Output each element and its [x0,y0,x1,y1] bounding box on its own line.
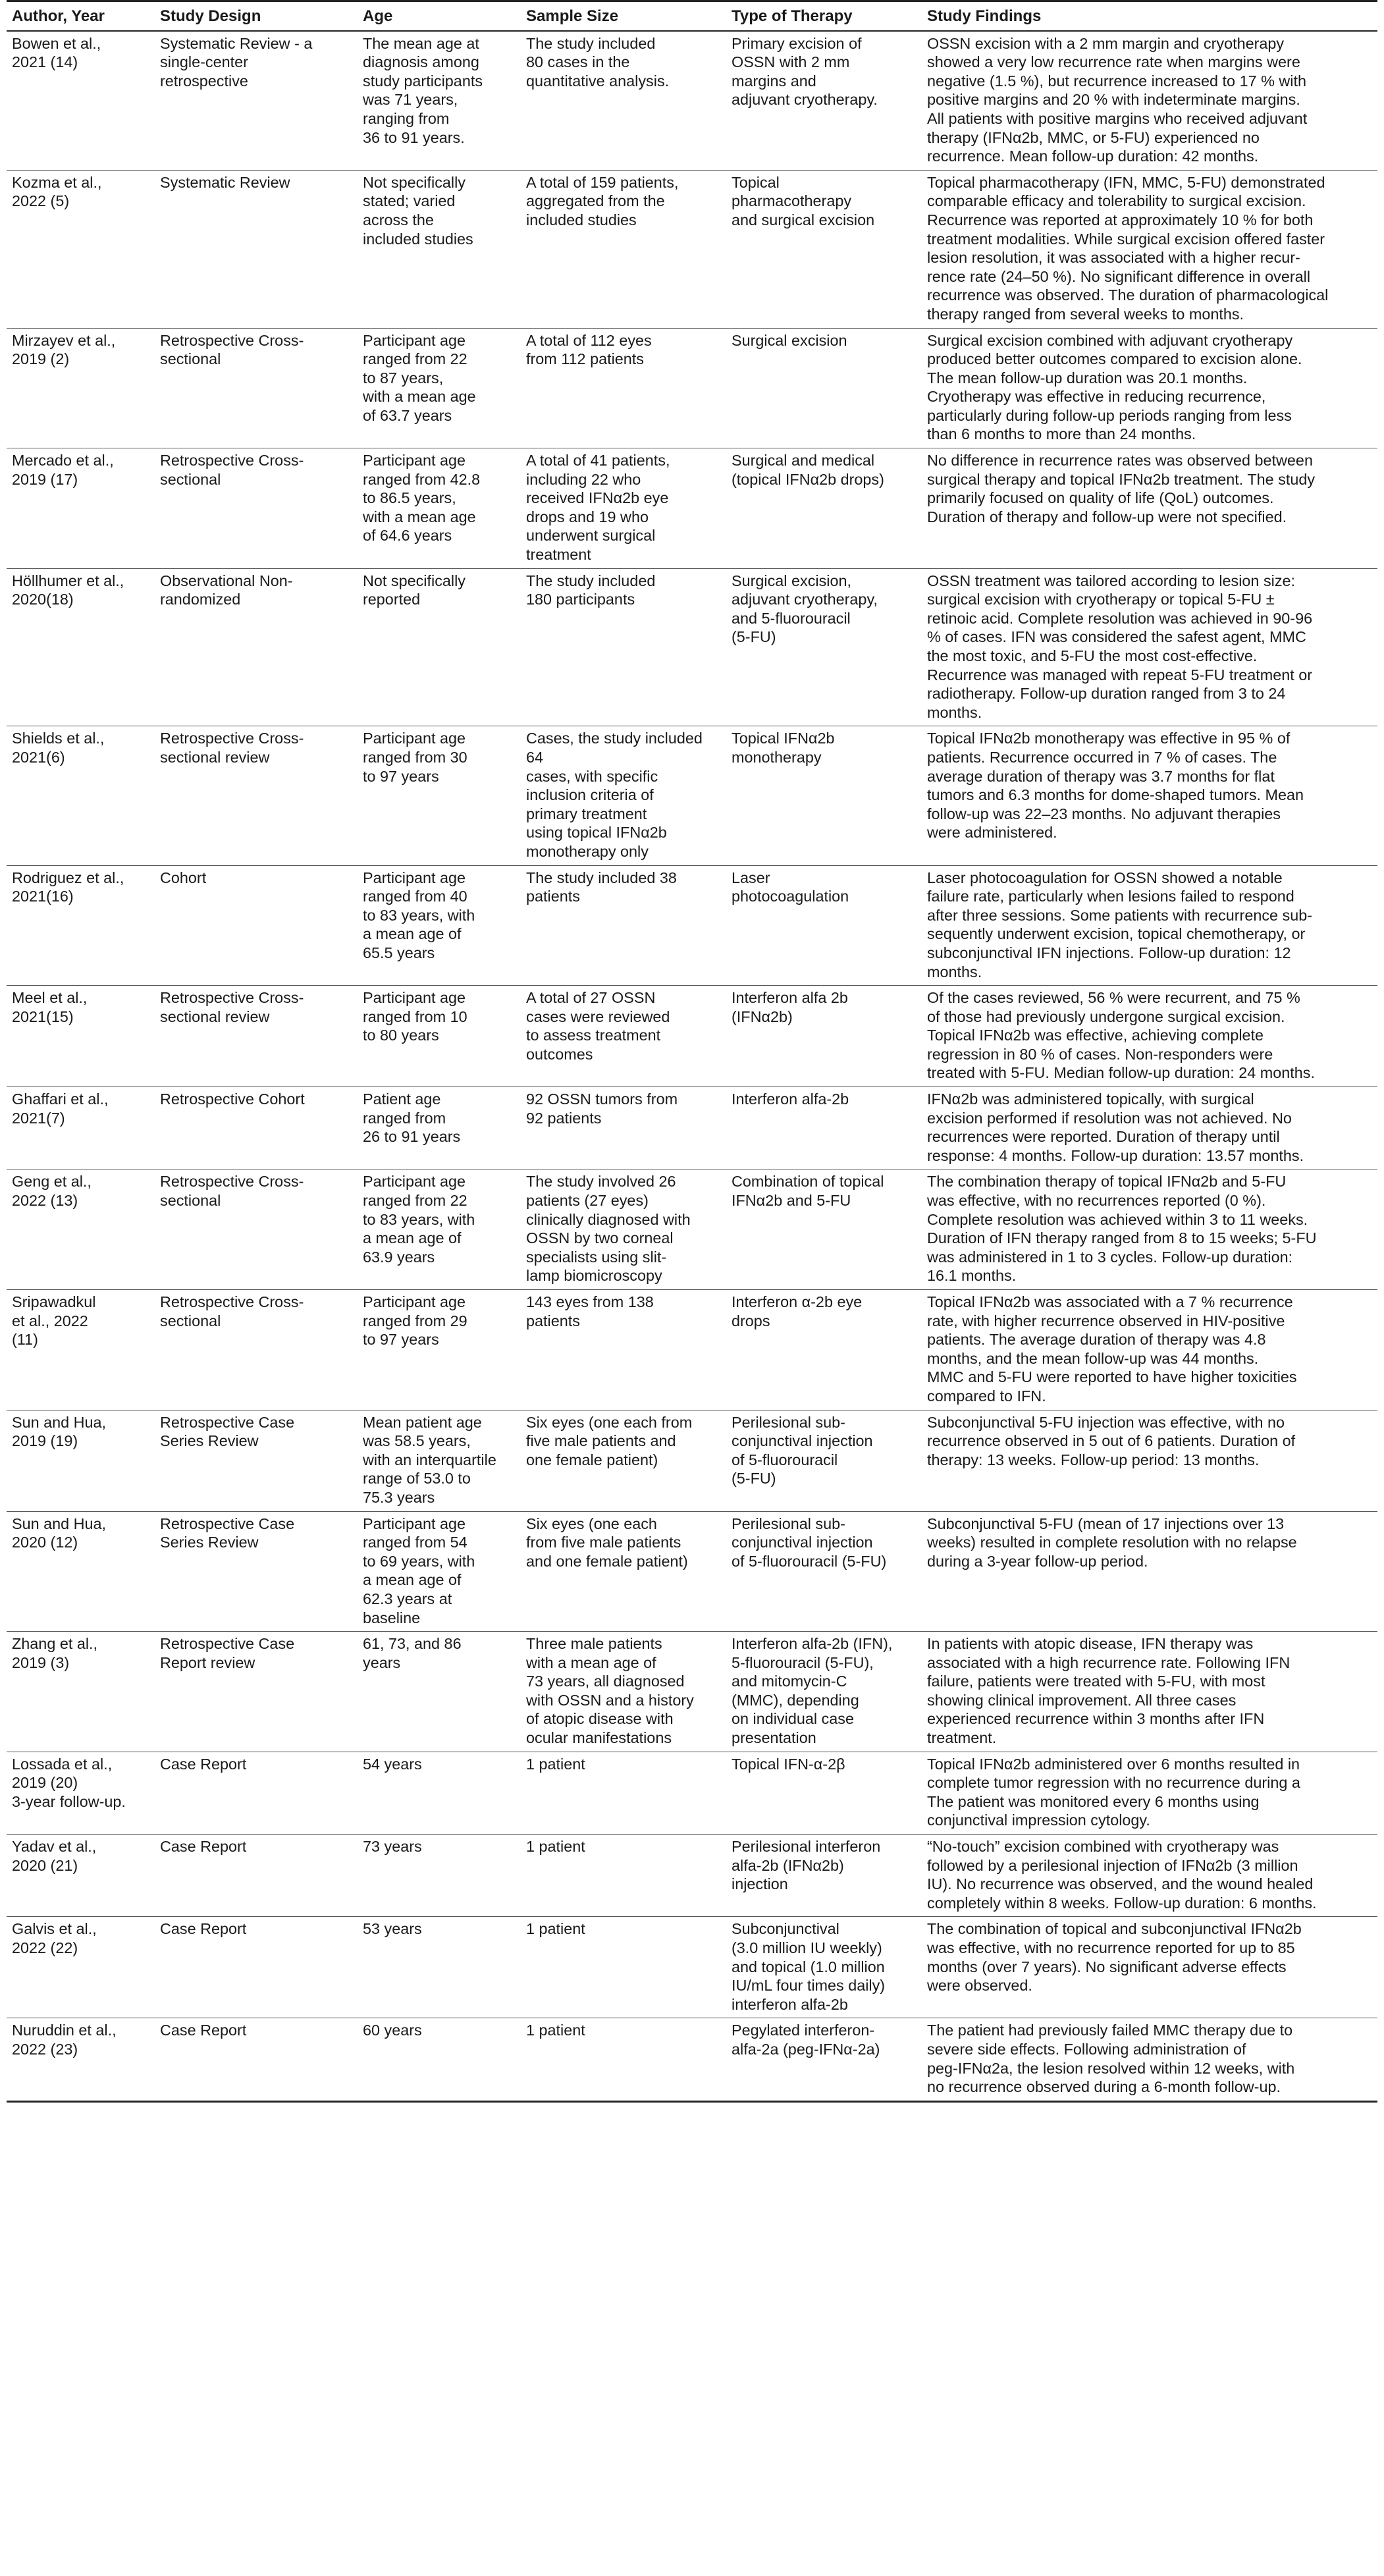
age-cell: Mean patient age was 58.5 years, with an interquartile range of 53.0 to 75.3 years [363,1413,496,1506]
study-design-cell: Systematic Review - a single-center retrospective [160,34,313,90]
author-year-cell: Lossada et al., 2019 (20) 3-year follow-up. [12,1755,126,1810]
table-row [7,1290,1377,1410]
author-year-cell: Sun and Hua, 2019 (19) [12,1413,107,1450]
therapy-cell: Primary excision of OSSN with 2 mm margins and adjuvant cryotherapy. [732,34,878,109]
findings-cell: Topical IFNα2b administered over 6 months resulted in complete tumor regression with no recurrence during a The patient was monitored every 6 months using conjunctival impression cytology. [927,1755,1300,1829]
study-design-cell: Retrospective Case Series Review [160,1515,295,1551]
author-year-cell: Sun and Hua, 2020 (12) [12,1515,107,1551]
table-row [7,1410,1377,1511]
sample-size-cell: Cases, the study included 64 cases, with specific inclusion criteria of primary treatment using topical IFNα2b monotherapy only [526,730,703,860]
author-year-cell: Höllhumer et al., 2020(18) [12,572,124,608]
study-design-cell: Retrospective Cross- sectional [160,1293,304,1329]
table-row [7,170,1377,328]
table-row [7,568,1377,726]
author-year-cell: Rodriguez et al., 2021(16) [12,869,124,905]
age-cell: Participant age ranged from 29 to 97 years [363,1293,467,1349]
age-cell: Participant age ranged from 22 to 83 years, with a mean age of 63.9 years [363,1173,475,1266]
age-cell: Participant age ranged from 42.8 to 86.5 years, with a mean age of 64.6 years [363,452,481,545]
author-year-cell: Sripawadkul et al., 2022 (11) [12,1293,96,1349]
header-author-year: Author, Year [12,7,105,25]
author-year-cell: Nuruddin et al., 2022 (23) [12,2022,117,2058]
therapy-cell: Topical pharmacotherapy and surgical excision [732,173,875,228]
findings-cell: No difference in recurrence rates was observed between surgical therapy and topical IFNα2b treatment. The study primarily focused on quality of life (QoL) outcomes. Duration of therapy and follow-up were not specified. [927,452,1316,525]
author-year-cell: Zhang et al., 2019 (3) [12,1635,98,1671]
findings-cell: In patients with atopic disease, IFN therapy was associated with a high recurrence rate. Following IFN failure, patients were treated with 5-FU, with most showing clinical improvement. All three cases experienced recurrence within 3 months after IFN treatment. [927,1635,1291,1747]
age-cell: The mean age at diagnosis among study participants was 71 years, ranging from 36 to 91 years. [363,34,483,146]
table-body [7,31,1377,2102]
header-study-design: Study Design [160,7,261,25]
sample-size-cell: 143 eyes from 138 patients [526,1293,654,1329]
study-design-cell: Observational Non- randomized [160,572,293,608]
sample-size-cell: 1 patient [526,2022,585,2039]
table-row [7,328,1377,448]
sample-size-cell: The study included 180 participants [526,572,656,608]
author-year-cell: Mercado et al., 2019 (17) [12,452,114,488]
sample-size-cell: A total of 27 OSSN cases were reviewed to assess treatment outcomes [526,989,670,1063]
table-row [7,1511,1377,1632]
age-cell: Not specifically reported [363,572,466,608]
therapy-cell: Interferon alfa-2b [732,1090,849,1108]
therapy-cell: Pegylated interferon- alfa-2a (peg-IFNα-2a) [732,2022,880,2058]
author-year-cell: Shields et al., 2021(6) [12,730,105,766]
author-year-cell: Yadav et al., 2020 (21) [12,1838,97,1874]
author-year-cell: Mirzayev et al., 2019 (2) [12,331,116,368]
table-row [7,448,1377,569]
findings-cell: Laser photocoagulation for OSSN showed a notable failure rate, particularly when lesions failed to respond after three sessions. Some patients with recurrence sub- sequently underwent excision, topical chemotherapy, or subconjunctival IFN injections. Follow-up duration: 12 months. [927,869,1313,980]
table-row [7,1752,1377,1834]
study-design-cell: Case Report [160,2022,247,2039]
age-cell: 73 years [363,1838,422,1856]
header-row [7,1,1377,31]
sample-size-cell: 1 patient [526,1920,585,1938]
sample-size-cell: The study included 80 cases in the quantitative analysis. [526,34,670,90]
sample-size-cell: The study involved 26 patients (27 eyes) clinically diagnosed with OSSN by two corneal specialists using slit- lamp biomicroscopy [526,1173,691,1285]
study-design-cell: Case Report [160,1838,247,1856]
header-sample-size: Sample Size [526,7,619,25]
table-row [7,1087,1377,1169]
table-row [7,865,1377,986]
age-cell: 61, 73, and 86 years [363,1635,462,1671]
age-cell: 54 years [363,1755,422,1773]
findings-cell: IFNα2b was administered topically, with surgical excision performed if resolution was not achieved. No recurrences were reported. Duration of therapy until response: 4 months. Follow-up duration: 13.57 months. [927,1090,1304,1164]
study-design-cell: Retrospective Case Report review [160,1635,295,1671]
table-row [7,31,1377,171]
therapy-cell: Surgical excision, adjuvant cryotherapy, and 5-fluorouracil (5-FU) [732,572,878,646]
study-design-cell: Retrospective Cross- sectional review [160,989,304,1025]
findings-cell: Topical IFNα2b monotherapy was effective in 95 % of patients. Recurrence occurred in 7 % of cases. The average duration of therapy was 3.7 months for flat tumors and 6.3 months for dome-shaped tumors. Mean follow-up was 22–23 months. No adjuvant therapies were administered. [927,730,1304,842]
findings-cell: OSSN treatment was tailored according to lesion size: surgical excision with cryotherapy or topical 5-FU ± retinoic acid. Complete resolution was achieved in 90-96 % of cases. IFN was considered the safest agent, MMC the most toxic, and 5-FU the most cost-effective. Recurrence was managed with repeat 5-FU treatment or radiotherapy. Follow-up duration ranged from 3 to 24 months. [927,572,1313,721]
findings-cell: Topical IFNα2b was associated with a 7 % recurrence rate, with higher recurrence observed in HIV-positive patients. The average duration of therapy was 4.8 months, and the mean follow-up was 44 months. MMC and 5-FU were reported to have higher toxicities compared to IFN. [927,1293,1297,1405]
author-year-cell: Meel et al., 2021(15) [12,989,88,1025]
findings-cell: Subconjunctival 5-FU injection was effective, with no recurrence observed in 5 out of 6 patients. Duration of therapy: 13 weeks. Follow-up period: 13 months. [927,1413,1296,1468]
sample-size-cell: 1 patient [526,1838,585,1856]
age-cell: Participant age ranged from 22 to 87 years, with a mean age of 63.7 years [363,331,476,424]
findings-cell: Of the cases reviewed, 56 % were recurrent, and 75 % of those had previously undergone surgical excision. Topical IFNα2b was effective, achieving complete regression in 80 % of cases. Non-responders were treated with 5-FU. Median follow-up duration: 24 months. [927,989,1315,1082]
table-row [7,2018,1377,2101]
age-cell: Participant age ranged from 30 to 97 years [363,730,467,785]
study-design-cell: Retrospective Cross- sectional review [160,730,304,766]
sample-size-cell: Six eyes (one each from five male patients and one female patient) [526,1413,693,1468]
sample-size-cell: Three male patients with a mean age of 73 years, all diagnosed with OSSN and a history of atopic disease with ocular manifestations [526,1635,694,1747]
sample-size-cell: 1 patient [526,1755,585,1773]
author-year-cell: Galvis et al., 2022 (22) [12,1920,97,1956]
age-cell: Participant age ranged from 10 to 80 years [363,989,467,1044]
therapy-cell: Perilesional sub- conjunctival injection of 5-fluorouracil (5-FU) [732,1515,887,1570]
study-design-cell: Case Report [160,1755,247,1773]
age-cell: Not specifically stated; varied across the included studies [363,173,473,248]
therapy-cell: Perilesional sub- conjunctival injection of 5-fluorouracil (5-FU) [732,1413,873,1488]
therapy-cell: Topical IFNα2b monotherapy [732,730,835,766]
header-study-findings: Study Findings [927,7,1042,25]
findings-cell: The patient had previously failed MMC therapy due to severe side effects. Following administration of peg-IFNα2a, the lesion resolved within 12 weeks, with no recurrence observed during a 6-month follow-up. [927,2022,1295,2096]
table-row [7,1169,1377,1290]
sample-size-cell: A total of 41 patients, including 22 who received IFNα2b eye drops and 19 who underwent surgical treatment [526,452,670,564]
findings-cell: The combination of topical and subconjunctival IFNα2b was effective, with no recurrence reported for up to 85 months (over 7 years). No significant adverse effects were observed. [927,1920,1302,1995]
findings-cell: Subconjunctival 5-FU (mean of 17 injections over 13 weeks) resulted in complete resolution with no relapse during a 3-year follow-up period. [927,1515,1297,1570]
table-row [7,1632,1377,1752]
therapy-cell: Combination of topical IFNα2b and 5-FU [732,1173,884,1210]
table-header [7,1,1377,31]
author-year-cell: Bowen et al., 2021 (14) [12,34,101,71]
age-cell: 60 years [363,2022,422,2039]
therapy-cell: Surgical and medical (topical IFNα2b drops) [732,452,884,488]
therapy-cell: Perilesional interferon alfa-2b (IFNα2b) injection [732,1838,881,1893]
therapy-cell: Surgical excision [732,331,847,349]
study-design-cell: Systematic Review [160,173,290,191]
study-design-cell: Retrospective Cohort [160,1090,305,1108]
study-design-cell: Retrospective Cross- sectional [160,452,304,488]
findings-cell: Surgical excision combined with adjuvant cryotherapy produced better outcomes compared to excision alone. The mean follow-up duration was 20.1 months. Cryotherapy was effective in reducing recurrence, particularly during follow-up periods ranging from less than 6 months to more than 24 months. [927,331,1302,443]
therapy-cell: Laser photocoagulation [732,869,849,905]
sample-size-cell: The study included 38 patients [526,869,677,905]
study-design-cell: Cohort [160,869,207,886]
table-row [7,1917,1377,2018]
author-year-cell: Kozma et al., 2022 (5) [12,173,102,210]
author-year-cell: Geng et al., 2022 (13) [12,1173,92,1210]
age-cell: Participant age ranged from 40 to 83 years, with a mean age of 65.5 years [363,869,475,961]
age-cell: Patient age ranged from 26 to 91 years [363,1090,461,1146]
header-type-of-therapy: Type of Therapy [732,7,853,25]
table-row [7,726,1377,865]
header-age: Age [363,7,393,25]
findings-cell: The combination therapy of topical IFNα2b and 5-FU was effective, with no recurrences reported (0 %). Complete resolution was achieved within 3 to 11 weeks. Duration of IFN therapy ranged from 8 to 15 weeks; 5-FU was administered in 1 to 3 cycles. Follow-up duration: 16.1 months. [927,1173,1317,1285]
therapy-cell: Interferon alfa-2b (IFN), 5-fluorouracil (5-FU), and mitomycin-C (MMC), depending on individual case presentation [732,1635,893,1747]
therapy-cell: Subconjunctival (3.0 million IU weekly) and topical (1.0 million IU/mL four times daily) interferon alfa-2b [732,1920,886,2013]
table-row [7,986,1377,1087]
therapy-cell: Interferon alfa 2b (IFNα2b) [732,989,848,1025]
therapy-cell: Interferon α-2b eye drops [732,1293,863,1329]
sample-size-cell: 92 OSSN tumors from 92 patients [526,1090,678,1127]
findings-cell: “No-touch” excision combined with cryotherapy was followed by a perilesional injection of IFNα2b (3 million IU). No recurrence was observed, and the wound healed completely within 8 weeks. Follow-up duration: 6 months. [927,1838,1317,1912]
sample-size-cell: A total of 112 eyes from 112 patients [526,331,652,368]
sample-size-cell: A total of 159 patients, aggregated from the included studies [526,173,679,228]
findings-cell: OSSN excision with a 2 mm margin and cryotherapy showed a very low recurrence rate when margins were negative (1.5 %), but recurrence increased to 17 % with positive margins and 20 % with indeterminate margins. All patients with positive margins who received adjuvant therapy (IFNα2b, MMC, or 5-FU) experienced no recurrence. Mean follow-up duration: 42 months. [927,34,1308,165]
sample-size-cell: Six eyes (one each from five male patients and one female patient) [526,1515,688,1570]
findings-cell: Topical pharmacotherapy (IFN, MMC, 5-FU) demonstrated comparable efficacy and tolerability to surgical excision. Recurrence was reported at approximately 10 % for both treatment modalities. While surgical excision offered faster lesion resolution, it was associated with a higher recur- rence rate (24–50 %). No significant difference in overall recurrence was observed. The duration of pharmacological therapy ranged from several weeks to months. [927,173,1329,323]
study-design-cell: Retrospective Cross- sectional [160,331,304,368]
age-cell: 53 years [363,1920,422,1938]
study-design-cell: Case Report [160,1920,247,1938]
study-design-cell: Retrospective Case Series Review [160,1413,295,1450]
study-design-cell: Retrospective Cross- sectional [160,1173,304,1210]
table-row [7,1835,1377,1917]
studies-table [7,0,1377,2103]
author-year-cell: Ghaffari et al., 2021(7) [12,1090,109,1127]
age-cell: Participant age ranged from 54 to 69 years, with a mean age of 62.3 years at baseline [363,1515,475,1626]
therapy-cell: Topical IFN-α-2β [732,1755,845,1773]
